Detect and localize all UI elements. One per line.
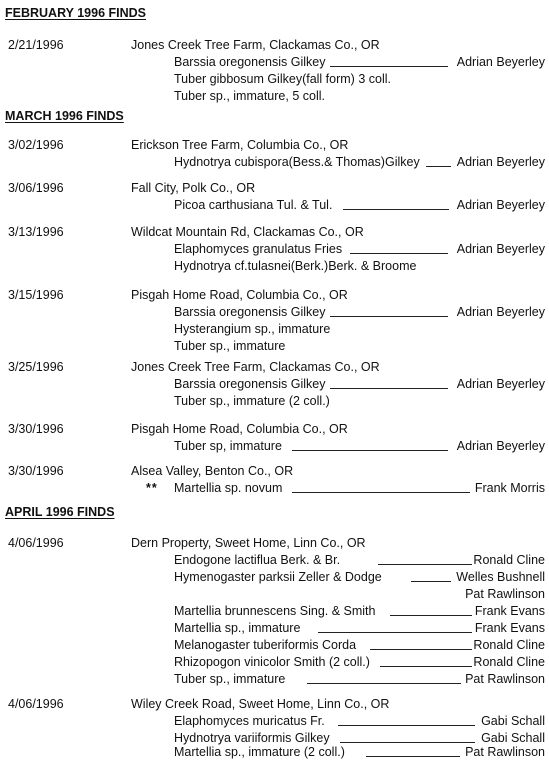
- taxon-name: Barssia oregonensis Gilkey: [174, 377, 326, 391]
- find-row: [0, 377, 549, 394]
- collector-name: Adrian Beyerley: [456, 377, 545, 391]
- entry-date: 3/30/1996: [8, 422, 64, 436]
- find-row: [0, 155, 549, 172]
- entry-location: Fall City, Polk Co., OR: [131, 181, 256, 195]
- collector-name: Welles Bushnell: [456, 570, 545, 584]
- section-heading: FEBRUARY 1996 FINDS: [5, 6, 147, 20]
- taxon-name: Elaphomyces muricatus Fr.: [174, 714, 325, 728]
- leader-line: [426, 166, 451, 167]
- entry-location: Alsea Valley, Benton Co., OR: [131, 464, 294, 478]
- leader-line: [380, 666, 472, 667]
- section-heading: MARCH 1996 FINDS: [5, 109, 124, 123]
- collector-name: Adrian Beyerley: [456, 55, 545, 69]
- collector-name: Pat Rawlinson: [465, 587, 545, 601]
- leader-line: [330, 388, 448, 389]
- leader-line: [292, 450, 448, 451]
- new-species-marker: **: [146, 481, 158, 495]
- find-row: [0, 305, 549, 322]
- collector-name: Adrian Beyerley: [456, 155, 545, 169]
- taxon-name: Tuber gibbosum Gilkey(fall form) 3 coll.: [174, 72, 391, 86]
- collector-name: Frank Morris: [474, 481, 545, 495]
- entry-location: Jones Creek Tree Farm, Clackamas Co., OR: [131, 38, 380, 52]
- leader-line: [338, 725, 475, 726]
- find-row: [0, 339, 549, 356]
- find-row: [0, 638, 549, 655]
- find-row: [0, 198, 549, 215]
- entry-date: 3/06/1996: [8, 181, 64, 195]
- taxon-name: Tuber sp., immature: [174, 339, 286, 353]
- taxon-name: Tuber sp., immature: [174, 672, 286, 686]
- collector-name: Frank Evans: [474, 604, 545, 618]
- collector-name: Pat Rawlinson: [465, 672, 545, 686]
- find-row: [0, 72, 549, 89]
- collector-name: Frank Evans: [474, 621, 545, 635]
- find-row: [0, 322, 549, 339]
- entry-date: 3/30/1996: [8, 464, 64, 478]
- leader-line: [350, 253, 448, 254]
- taxon-name: Hydnotrya cf.tulasnei(Berk.)Berk. & Broome: [174, 259, 417, 273]
- find-row: [0, 714, 549, 731]
- taxon-name: Martellia sp., immature: [174, 621, 301, 635]
- taxon-name: Barssia oregonensis Gilkey: [174, 305, 326, 319]
- find-row: [0, 655, 549, 672]
- leader-line: [318, 632, 472, 633]
- taxon-name: Hysterangium sp., immature: [174, 322, 331, 336]
- taxon-name: Hydnotrya cubispora(Bess.& Thomas)Gilkey: [174, 155, 420, 169]
- taxon-name: Martellia sp., immature (2 coll.): [174, 745, 345, 759]
- collector-name: Pat Rawlinson: [465, 745, 545, 759]
- entry-location: Dern Property, Sweet Home, Linn Co., OR: [131, 536, 366, 550]
- taxon-name: Martellia brunnescens Sing. & Smith: [174, 604, 376, 618]
- taxon-name: Tuber sp, immature: [174, 439, 282, 453]
- leader-line: [366, 756, 460, 757]
- find-row: [0, 672, 549, 689]
- find-row: [0, 55, 549, 72]
- find-row: [0, 242, 549, 259]
- entry-location: Pisgah Home Road, Columbia Co., OR: [131, 422, 348, 436]
- collector-name: Ronald Cline: [473, 553, 545, 567]
- find-row: [0, 570, 549, 587]
- find-row: [0, 394, 549, 411]
- collector-name: Adrian Beyerley: [456, 439, 545, 453]
- collector-name: Gabi Schall: [481, 731, 545, 745]
- find-row: [0, 553, 549, 570]
- collector-name: Ronald Cline: [473, 638, 545, 652]
- collector-name: Gabi Schall: [481, 714, 545, 728]
- leader-line: [378, 564, 472, 565]
- find-row: [0, 587, 549, 604]
- leader-line: [330, 316, 448, 317]
- leader-line: [343, 209, 449, 210]
- collector-name: Adrian Beyerley: [456, 242, 545, 256]
- entry-date: 2/21/1996: [8, 38, 64, 52]
- leader-line: [411, 581, 451, 582]
- find-row: [0, 89, 549, 106]
- leader-line: [340, 742, 475, 743]
- entry-location: Jones Creek Tree Farm, Clackamas Co., OR: [131, 360, 380, 374]
- collector-name: Ronald Cline: [473, 655, 545, 669]
- leader-line: [390, 615, 472, 616]
- leader-line: [330, 66, 448, 67]
- find-row: [0, 745, 549, 762]
- collector-name: Adrian Beyerley: [456, 305, 545, 319]
- entry-date: 4/06/1996: [8, 536, 64, 550]
- find-row: [0, 481, 549, 498]
- entry-date: 3/15/1996: [8, 288, 64, 302]
- taxon-name: Hymenogaster parksii Zeller & Dodge: [174, 570, 382, 584]
- entry-date: 3/02/1996: [8, 138, 64, 152]
- taxon-name: Endogone lactiflua Berk. & Br.: [174, 553, 341, 567]
- taxon-name: Elaphomyces granulatus Fries: [174, 242, 343, 256]
- section-heading: APRIL 1996 FINDS: [5, 505, 115, 519]
- find-row: [0, 621, 549, 638]
- leader-line: [307, 683, 461, 684]
- find-row: [0, 439, 549, 456]
- taxon-name: Tuber sp., immature, 5 coll.: [174, 89, 325, 103]
- taxon-name: Picoa carthusiana Tul. & Tul.: [174, 198, 333, 212]
- collector-name: Adrian Beyerley: [456, 198, 545, 212]
- leader-line: [292, 492, 470, 493]
- taxon-name: Tuber sp., immature (2 coll.): [174, 394, 330, 408]
- entry-location: Pisgah Home Road, Columbia Co., OR: [131, 288, 348, 302]
- leader-line: [370, 649, 472, 650]
- taxon-name: Martellia sp. novum: [174, 481, 283, 495]
- entry-location: Wiley Creek Road, Sweet Home, Linn Co., OR: [131, 697, 390, 711]
- taxon-name: Hydnotrya variiformis Gilkey: [174, 731, 330, 745]
- entry-location: Erickson Tree Farm, Columbia Co., OR: [131, 138, 349, 152]
- entry-location: Wildcat Mountain Rd, Clackamas Co., OR: [131, 225, 364, 239]
- taxon-name: Melanogaster tuberiformis Corda: [174, 638, 357, 652]
- entry-date: 4/06/1996: [8, 697, 64, 711]
- entry-date: 3/25/1996: [8, 360, 64, 374]
- find-row: [0, 259, 549, 276]
- taxon-name: Barssia oregonensis Gilkey: [174, 55, 326, 69]
- taxon-name: Rhizopogon vinicolor Smith (2 coll.): [174, 655, 370, 669]
- entry-date: 3/13/1996: [8, 225, 64, 239]
- find-row: [0, 604, 549, 621]
